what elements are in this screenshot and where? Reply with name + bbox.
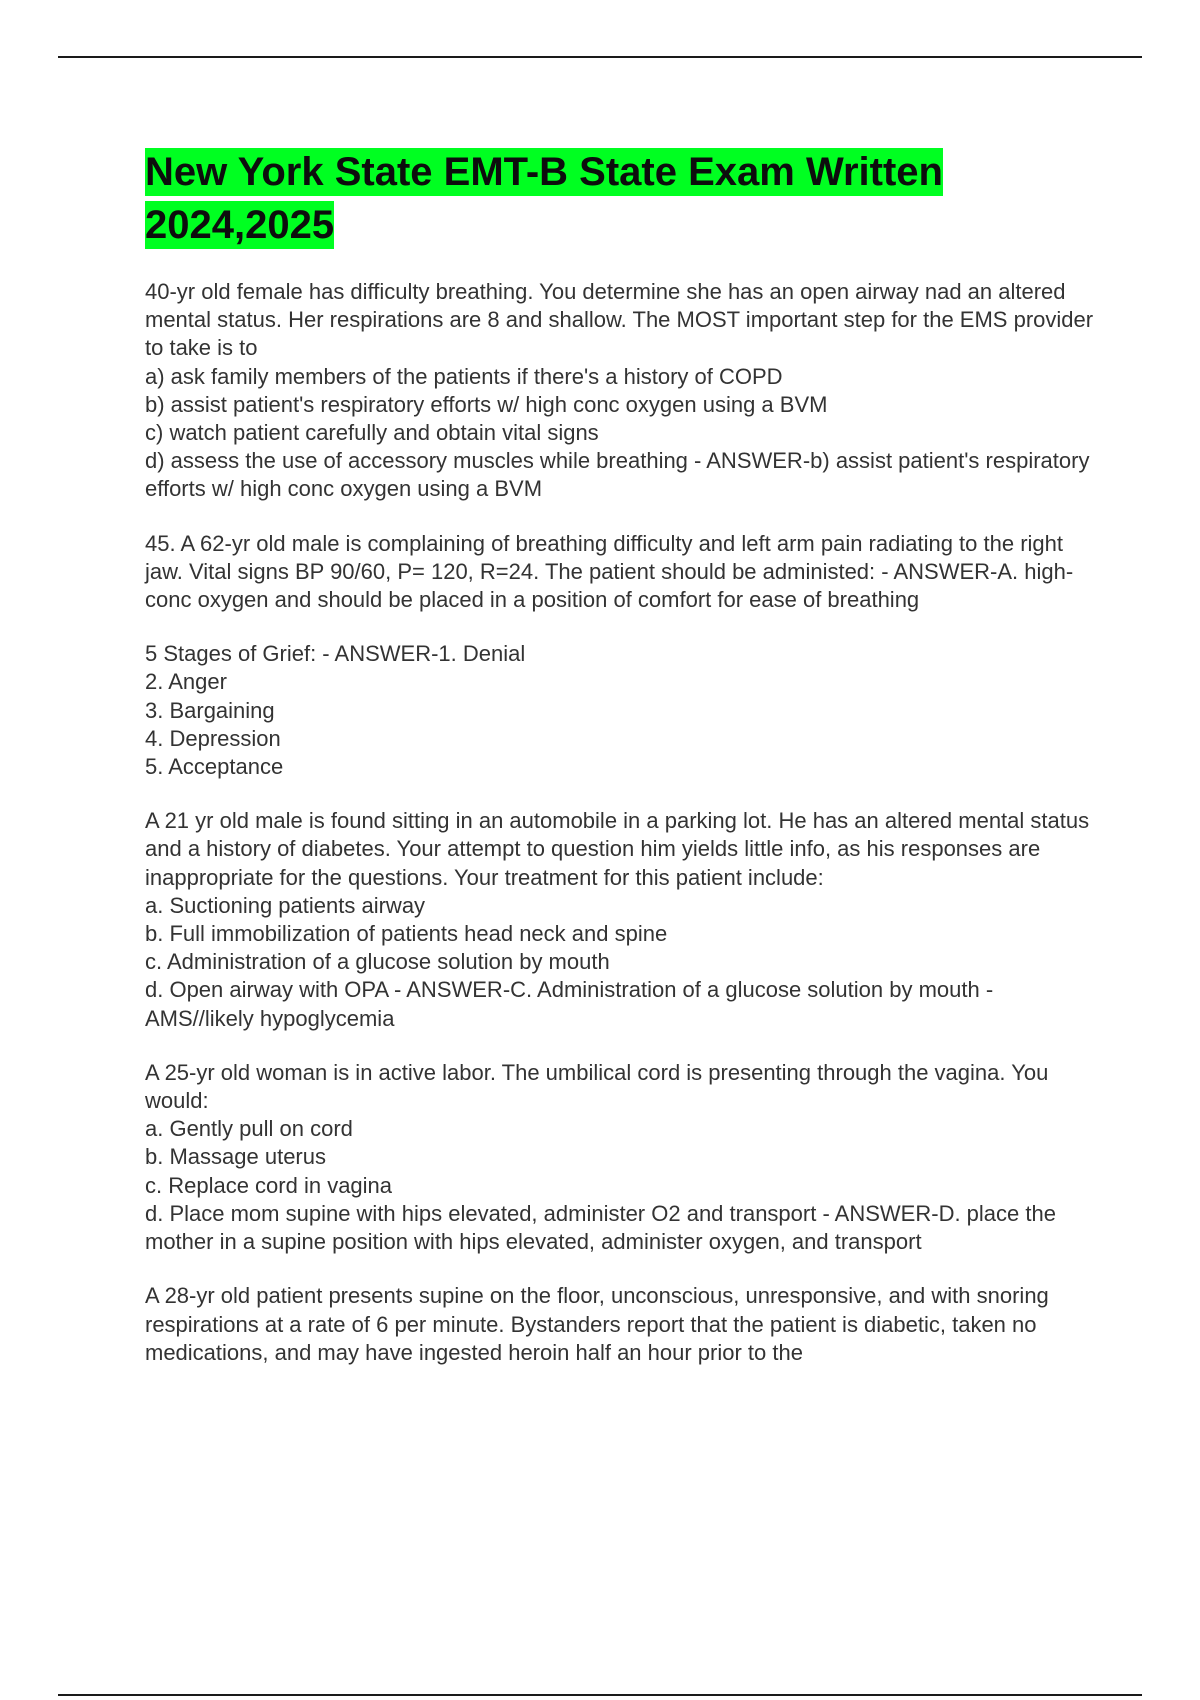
question-text: A 21 yr old male is found sitting in an automobile in a parking lot. He has an altered mental status and a history of diabetes. Your attempt to question him yields little info, as his responses are inappropriate for the questions. Your treatment for this patient include: (145, 808, 1090, 890)
question-text: A 28-yr old patient presents supine on the floor, unconscious, unresponsive, and with snoring respirations at a rate of 6 per minute. Bystanders report that the patient is diabetic, taken no medications, and may have ingested heroin half an hour prior to the (145, 1283, 1049, 1365)
qa-entry-1 (145, 278, 1095, 504)
list-item: 2. Anger (145, 669, 227, 695)
list-item: 4. Depression (145, 725, 281, 751)
option-c: c. Administration of a glucose solution by mouth (145, 949, 610, 975)
option-a: a. Gently pull on cord (145, 1116, 353, 1142)
header-rule (58, 56, 1142, 58)
qa-entry-5 (145, 1059, 1095, 1256)
option-c: c) watch patient carefully and obtain vital signs (145, 420, 599, 446)
qa-entry-4 (145, 807, 1095, 1033)
question-text: 40-yr old female has difficulty breathing. You determine she has an open airway nad an altered mental status. Her respirations are 8 and shallow. The MOST important step for the EMS provider to take is to (145, 279, 1094, 361)
option-b: b. Massage uterus (145, 1144, 326, 1170)
title-line-2: 2024,2025 (145, 203, 335, 247)
option-b: b) assist patient's respiratory efforts w/ high conc oxygen using a BVM (145, 391, 828, 417)
option-d-answer: d. Place mom supine with hips elevated, administer O2 and transport - ANSWER-D. place the mother in a supine position with hips elevated, administer oxygen, and transport (145, 1200, 1056, 1255)
qa-entry-3 (145, 640, 1095, 781)
option-c: c. Replace cord in vagina (145, 1172, 393, 1198)
option-a: a. Suctioning patients airway (145, 892, 426, 918)
option-d-answer: d. Open airway with OPA - ANSWER-C. Administration of a glucose solution by mouth - AMS//likely hypoglycemia (145, 977, 994, 1031)
page-title (145, 146, 1095, 252)
question-text: A 25-yr old woman is in active labor. The umbilical cord is presenting through the vagina. You would: (145, 1059, 1049, 1114)
option-d-answer: d) assess the use of accessory muscles while breathing - ANSWER-b) assist patient's respiratory efforts w/ high conc oxygen using a BVM (145, 448, 1090, 502)
list-item: 3. Bargaining (145, 697, 275, 723)
footer-rule (58, 1694, 1142, 1696)
option-a: a) ask family members of the patients if there's a history of COPD (145, 363, 783, 389)
qa-entry-2 (145, 530, 1095, 615)
list-item: 5. Acceptance (145, 754, 284, 780)
qa-entry-6 (145, 1282, 1095, 1367)
question-answer-text: 5 Stages of Grief: - ANSWER-1. Denial (145, 641, 526, 667)
question-answer-text: 45. A 62-yr old male is complaining of breathing difficulty and left arm pain radiating to the right jaw. Vital signs BP 90/60, P= 120, R=24. The patient should be administed: - ANSWER-A. high-conc oxygen and should be placed in a position of comfort for ease of breathing (145, 530, 1074, 613)
option-b: b. Full immobilization of patients head neck and spine (145, 921, 668, 947)
document-body (145, 146, 1095, 1393)
title-line-1: New York State EMT-B State Exam Written (145, 150, 943, 194)
